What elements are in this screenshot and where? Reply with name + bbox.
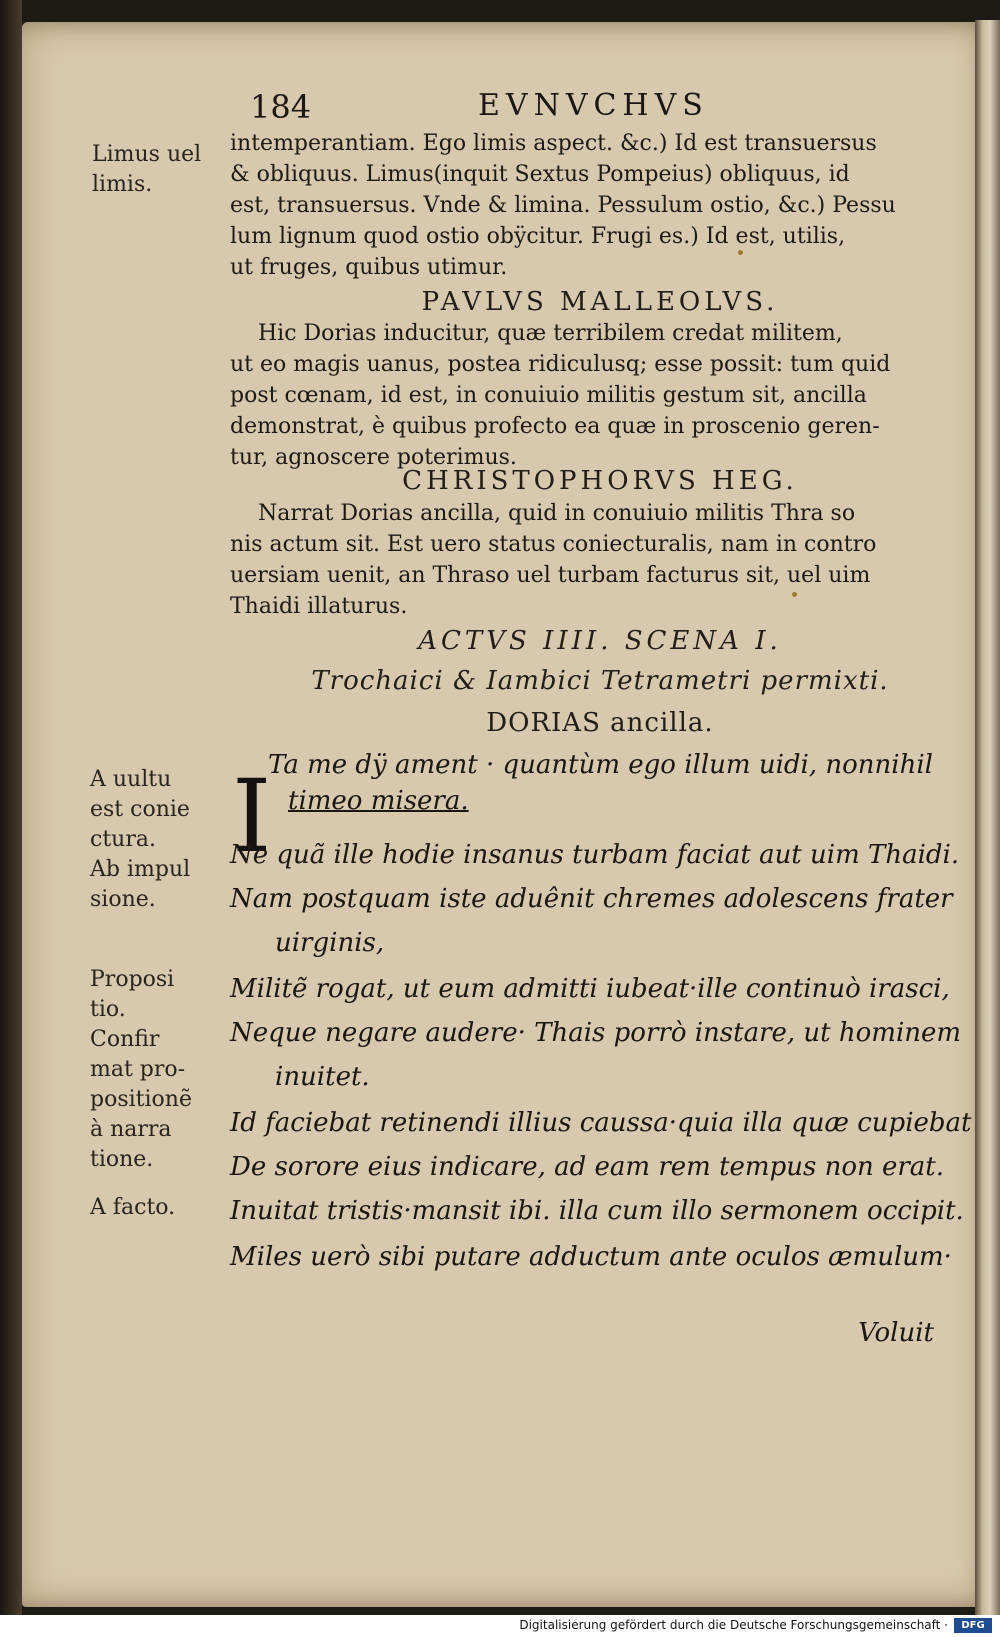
- verse-line: Ta me dÿ ament · quantùm ego illum uidi, nonnihil: [268, 750, 933, 780]
- book-gutter: [0, 0, 22, 1615]
- commentary-line: ut fruges, quibus utimur.: [230, 255, 508, 280]
- margin-note-uultu: A uultu est conie ctura. Ab impul sione.: [90, 767, 191, 912]
- digitization-footer: [0, 1615, 1000, 1637]
- drop-cap: I: [232, 758, 272, 875]
- act-scene-heading: ACTVS IIII. SCENA I.: [418, 626, 782, 656]
- commentary-line: & obliquus. Limus(inquit Sextus Pompeius) obliquus, id: [230, 162, 850, 187]
- verse-line: Miles uerò sibi putare adductum ante oculos æmulum·: [230, 1242, 952, 1272]
- margin-note-propositio: Proposi tio. Confir mat pro- positionẽ à narra tione.: [90, 967, 192, 1172]
- commentary-line: Narrat Dorias ancilla, quid in conuiuio militis Thra so: [258, 501, 856, 526]
- verse-line: Neque negare audere· Thais porrò instare, ut hominem: [230, 1018, 962, 1048]
- running-head: [0, 88, 1000, 128]
- margin-note-limus: Limus uel limis.: [92, 142, 202, 197]
- commentator-heading: PAVLVS MALLEOLVS.: [421, 287, 779, 317]
- verse-line: Id faciebat retinendi illius caussa·quia illa quæ cupiebat: [230, 1108, 972, 1138]
- verse-line: inuitet.: [275, 1062, 370, 1092]
- commentary-line: uersiam uenit, an Thraso uel turbam facturus sit, uel uim: [230, 563, 871, 588]
- commentary-line: demonstrat, è quibus profecto ea quæ in proscenio geren-: [230, 414, 880, 439]
- commentary-line: lum lignum quod ostio obÿcitur. Frugi es.) Id est, utilis,: [230, 224, 846, 249]
- commentary-opening: [230, 128, 970, 283]
- commentary-line: tur, agnoscere poterimus.: [230, 445, 517, 470]
- verse-line: Militẽ rogat, ut eum admitti iubeat·ille continuò irasci,: [230, 974, 950, 1004]
- commentary-line: est, transuersus. Vnde & limina. Pessulum ostio, &c.) Pessu: [230, 193, 896, 218]
- commentary-section: [230, 318, 970, 473]
- verse-line: De sorore eius indicare, ad eam rem tempus non erat.: [230, 1152, 945, 1182]
- running-title: EVNVCHVS: [478, 88, 709, 123]
- commentator-heading: CHRISTOPHORVS HEG.: [402, 466, 798, 496]
- commentary-line: Hic Dorias inducitur, quæ terribilem credat militem,: [258, 321, 843, 346]
- dfg-logo-icon: DFG: [954, 1618, 992, 1633]
- footer-credit: Digitalisierung gefördert durch die Deutsche Forschungsgemeinschaft ·: [519, 1618, 948, 1632]
- commentary-line: ut eo magis uanus, postea ridiculusq; esse possit: tum quid: [230, 352, 891, 377]
- verse-line: Inuitat tristis·mansit ibi. illa cum illo sermonem occipit.: [230, 1196, 964, 1226]
- commentary-line: Thaidi illaturus.: [230, 594, 408, 619]
- verse-line: uirginis,: [275, 928, 385, 958]
- commentary-section: [230, 498, 970, 622]
- verse-line: Ne quã ille hodie insanus turbam faciat aut uim Thaidi.: [230, 840, 960, 870]
- verse-line: Nam postquam iste aduênit chremes adolescens frater: [230, 884, 953, 914]
- page-number: 184: [250, 88, 312, 126]
- catchword: Voluit: [858, 1318, 934, 1348]
- commentary-line: post cœnam, id est, in conuiuio militis gestum sit, ancilla: [230, 383, 867, 408]
- commentary-line: nis actum sit. Est uero status coniecturalis, nam in contro: [230, 532, 877, 557]
- meter-heading: Trochaici & Iambici Tetrametri permixti.: [311, 666, 889, 696]
- ink-mark: [738, 250, 743, 255]
- margin-note-facto: A facto.: [90, 1195, 176, 1220]
- commentary-line: intemperantiam. Ego limis aspect. &c.) Id est transuersus: [230, 131, 877, 156]
- ink-mark: [792, 592, 797, 597]
- verse-line: timeo misera.: [288, 786, 469, 816]
- speaker-heading: DORIAS ancilla.: [486, 708, 714, 738]
